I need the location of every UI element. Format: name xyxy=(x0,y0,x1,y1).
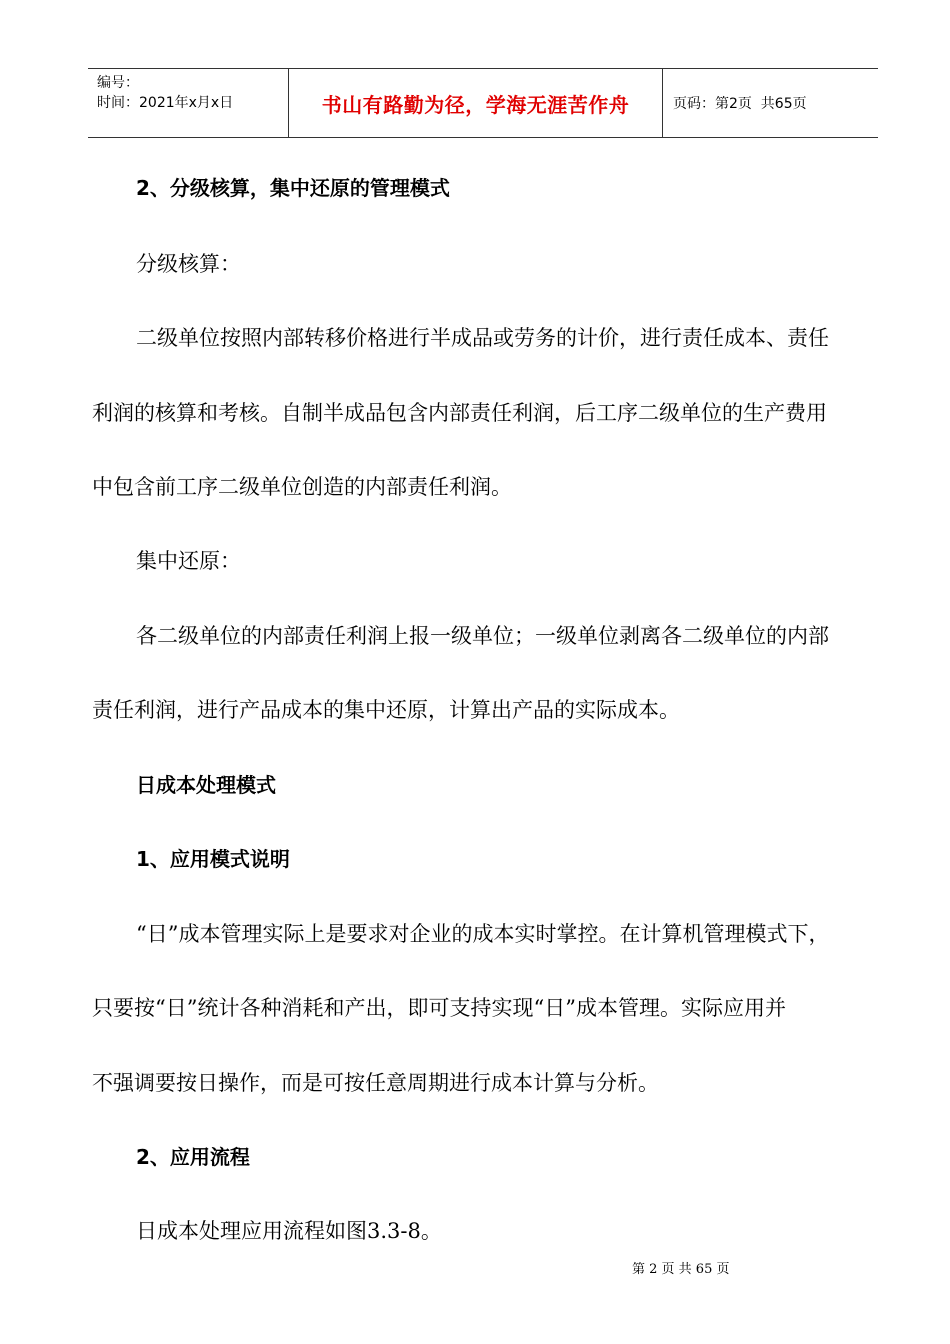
paragraph-line: 责任利润，进行产品成本的集中还原，计算出产品的实际成本。 xyxy=(92,698,680,722)
paragraph-line: 日成本处理应用流程如图3.3-8。 xyxy=(136,1219,442,1243)
page-footer: 第 2 页 共 65 页 xyxy=(632,1262,730,1277)
page-header xyxy=(88,68,878,138)
paragraph-line: 二级单位按照内部转移价格进行半成品或劳务的计价，进行责任成本、责任 xyxy=(136,326,829,350)
subsection-heading: 1、应用模式说明 xyxy=(136,847,290,871)
paragraph-line: 各二级单位的内部责任利润上报一级单位；一级单位剥离各二级单位的内部 xyxy=(136,624,829,648)
paragraph-label: 集中还原： xyxy=(136,549,241,573)
paragraph-line: 利润的核算和考核。自制半成品包含内部责任利润，后工序二级单位的生产费用 xyxy=(92,401,827,425)
section-heading: 2、分级核算，集中还原的管理模式 xyxy=(136,176,450,200)
paragraph-label: 分级核算： xyxy=(136,252,241,276)
paragraph-line: 只要按“日”统计各种消耗和产出，即可支持实现“日”成本管理。实际应用并 xyxy=(92,996,786,1020)
paragraph-line: 不强调要按日操作，而是可按任意周期进行成本计算与分析。 xyxy=(92,1071,659,1095)
motto-text: 书山有路勤为径，学海无涯苦作舟 xyxy=(321,92,630,117)
time-label: 时间：2021年x月x日 xyxy=(97,95,234,111)
paragraph-line: “日”成本管理实际上是要求对企业的成本实时掌控。在计算机管理模式下， xyxy=(136,922,830,946)
subsection-heading: 2、应用流程 xyxy=(136,1145,250,1169)
header-meta-cell xyxy=(88,69,289,137)
paragraph-line: 中包含前工序二级单位创造的内部责任利润。 xyxy=(92,475,512,499)
number-label: 编号： xyxy=(97,75,139,91)
page-info: 页码：第2页 共65页 xyxy=(673,96,807,112)
header-motto-cell xyxy=(289,69,663,137)
section-heading: 日成本处理模式 xyxy=(136,773,276,797)
